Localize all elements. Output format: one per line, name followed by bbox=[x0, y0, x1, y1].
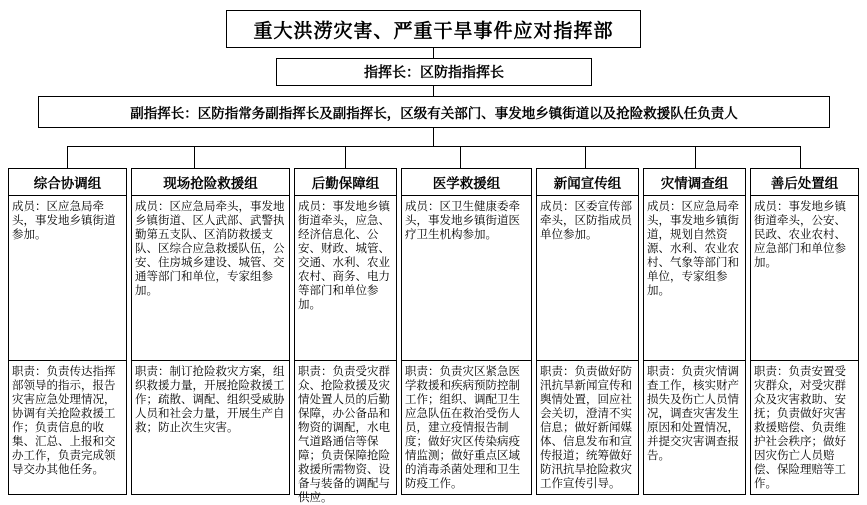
connector-drop-4 bbox=[460, 146, 461, 168]
group-header-4[interactable]: 医学救援组 bbox=[401, 168, 532, 196]
connector-title-commander bbox=[433, 48, 434, 58]
group-members-2: 成员：区应急局牵头，事发地乡镇街道、区人武部、武警执勤第五支队、区消防救援支队、区综合应急救援队伍，公安、住房城乡建设、城管、交通等部门和单位，专家组参加。 bbox=[131, 196, 290, 361]
group-column-4 bbox=[401, 168, 532, 495]
connector-drop-5 bbox=[585, 146, 586, 168]
group-column-5 bbox=[536, 168, 639, 495]
group-header-3[interactable]: 后勤保障组 bbox=[294, 168, 397, 196]
group-duty-2: 职责：制订抢险救灾方案，组织救援力量，开展抢险救援工作；疏散、调配、组织受威胁人员和社会力量，开展生产自救；防止次生灾害。 bbox=[131, 361, 290, 495]
connector-drop-6 bbox=[695, 146, 696, 168]
group-duty-6: 职责：负责灾情调查工作，核实财产损失及伤亡人员情况，调查灾害发生原因和处置情况，并提交灾害调查报告。 bbox=[643, 361, 746, 495]
group-members-3: 成员：事发地乡镇街道牵头，应急、经济信息化、公安、财政、城管、交通、水利、农业农村、商务、电力等部门和单位参加。 bbox=[294, 196, 397, 361]
connector-drop-2 bbox=[194, 146, 195, 168]
connector-deputy-bus bbox=[433, 128, 434, 146]
group-duty-4: 职责：负责灾区紧急医学救援和疾病预防控制工作；组织、调配卫生应急队伍在救治受伤人员，建立疫情报告制度；做好灾区传染病疫情监测；做好重点区域的消毒杀菌处理和卫生防疫工作。 bbox=[401, 361, 532, 495]
group-duty-7: 职责：负责安置受灾群众，对受灾群众及灾害救助、安抚；负责做好灾害救援赔偿、负责维护社会秩序；做好因灾伤亡人员赔偿、保险理赔等工作。 bbox=[750, 361, 859, 495]
connector-bus bbox=[67, 146, 800, 147]
group-header-6[interactable]: 灾情调查组 bbox=[643, 168, 746, 196]
group-header-7[interactable]: 善后处置组 bbox=[750, 168, 859, 196]
group-column-3 bbox=[294, 168, 397, 505]
group-members-6: 成员：区应急局牵头，事发地乡镇街道，规划自然资源、水利、农业农村、气象等部门和单位，专家组参加。 bbox=[643, 196, 746, 361]
group-header-1[interactable]: 综合协调组 bbox=[8, 168, 127, 196]
group-column-1 bbox=[8, 168, 127, 495]
group-members-5: 成员：区委宣传部牵头，区防指成员单位参加。 bbox=[536, 196, 639, 361]
group-header-5[interactable]: 新闻宣传组 bbox=[536, 168, 639, 196]
commander-box: 指挥长：区防指指挥长 bbox=[276, 58, 592, 86]
group-column-6 bbox=[643, 168, 746, 495]
group-members-4: 成员：区卫生健康委牵头，事发地乡镇街道医疗卫生机构参加。 bbox=[401, 196, 532, 361]
group-duty-5: 职责：负责做好防汛抗旱新闻宣传和舆情处置，回应社会关切，澄清不实信息；做好新闻媒体、信息发布和宣传报道；统筹做好防汛抗旱抢险救灾工作宣传引导。 bbox=[536, 361, 639, 495]
connector-drop-1 bbox=[67, 146, 68, 168]
group-column-2 bbox=[131, 168, 290, 495]
title-box: 重大洪涝灾害、严重干旱事件应对指挥部 bbox=[226, 10, 641, 48]
connector-commander-deputy bbox=[433, 86, 434, 96]
connector-drop-7 bbox=[800, 146, 801, 168]
group-members-1: 成员：区应急局牵头，事发地乡镇街道参加。 bbox=[8, 196, 127, 361]
group-column-7 bbox=[750, 168, 859, 495]
group-header-2[interactable]: 现场抢险救援组 bbox=[131, 168, 290, 196]
connector-drop-3 bbox=[345, 146, 346, 168]
group-members-7: 成员：事发地乡镇街道牵头，公安、民政、农业农村、应急部门和单位参加。 bbox=[750, 196, 859, 361]
group-duty-1: 职责：负责传达指挥部领导的指示，报告灾害应急处理情况，协调有关抢险救援工作；负责信息的收集、汇总、上报和交办工作，负责完成领导交办其他任务。 bbox=[8, 361, 127, 495]
deputy-box: 副指挥长：区防指常务副指挥长及副指挥长，区级有关部门、事发地乡镇街道以及抢险救援队任负责人 bbox=[38, 96, 830, 128]
group-duty-3: 职责：负责受灾群众、抢险救援及灾情处置人员的后勤保障，办公备品和物资的调配，水电气道路通信等保障；负责保障抢险救援所需物资、设备与装备的调配与供应。 bbox=[294, 361, 397, 495]
